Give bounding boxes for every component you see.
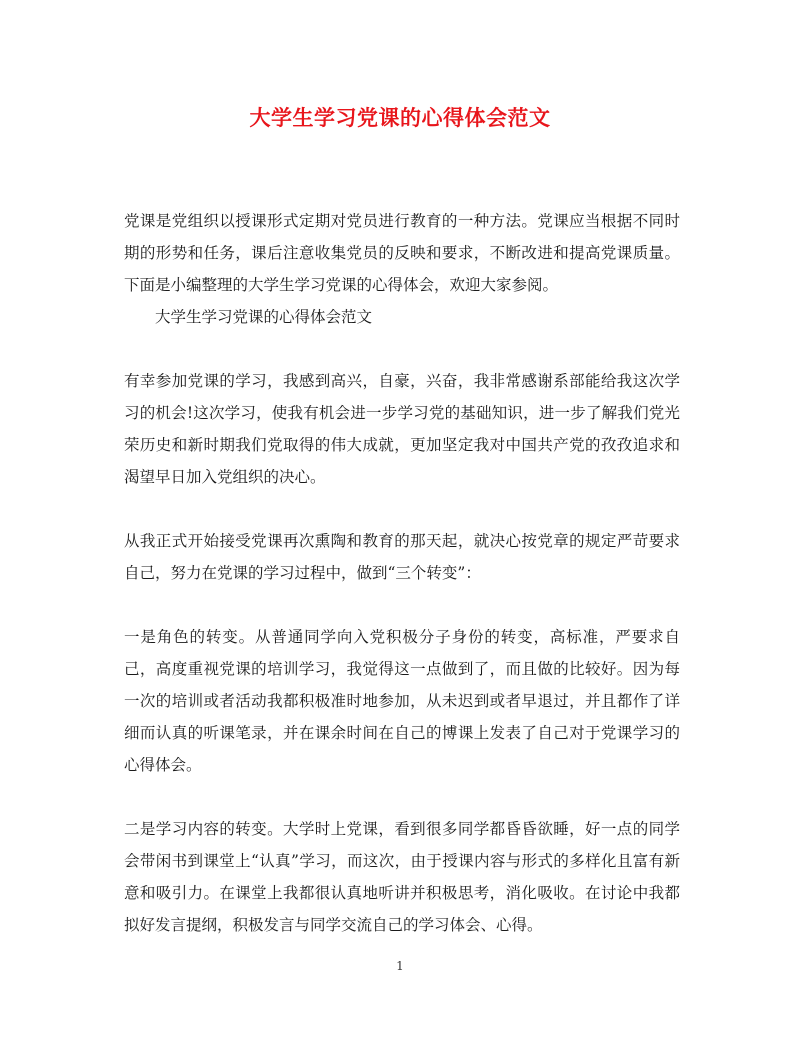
paragraph-2: 从我正式开始接受党课再次熏陶和教育的那天起，就决心按党章的规定严苛要求自己，努力在党课的学习过程中，做到“三个转变”： — [124, 532, 680, 582]
page-number: 1 — [396, 959, 404, 973]
document-title: 大学生学习党课的心得体会范文 — [249, 105, 551, 130]
subtitle: 大学生学习党课的心得体会范文 — [155, 308, 373, 326]
paragraph-3: 一是角色的转变。从普通同学向入党积极分子身份的转变，高标准，严要求自己，高度重视党课的培训学习，我觉得这一点做到了，而且做的比较好。因为每一次的培训或者活动我都积极准时地参加，从未迟到或者早退过，并且都作了详细而认真的听课笔录，并在课余时间在自己的博课上发表了自己对于党课学习的心得体会。 — [124, 628, 680, 774]
paragraph-1: 有幸参加党课的学习，我感到高兴，自豪，兴奋，我非常感谢系部能给我这次学习的机会!这次学习，使我有机会进一步学习党的基础知识，进一步了解我们党光荣历史和新时期我们党取得的伟大成就，更加坚定我对中国共产党的孜孜追求和渴望早日加入党组织的决心。 — [124, 372, 680, 486]
document-body — [124, 205, 680, 941]
intro-paragraph: 党课是党组织以授课形式定期对党员进行教育的一种方法。党课应当根据不同时期的形势和任务，课后注意收集党员的反映和要求，不断改进和提高党课质量。下面是小编整理的大学生学习党课的心得体会，欢迎大家参阅。 — [124, 212, 680, 294]
paragraph-4: 二是学习内容的转变。大学时上党课，看到很多同学都昏昏欲睡，好一点的同学会带闲书到课堂上“认真”学习，而这次，由于授课内容与形式的多样化且富有新意和吸引力。在课堂上我都很认真地听讲并积极思考，消化吸收。在讨论中我都拟好发言提纲，积极发言与同学交流自己的学习体会、心得。 — [124, 820, 680, 934]
